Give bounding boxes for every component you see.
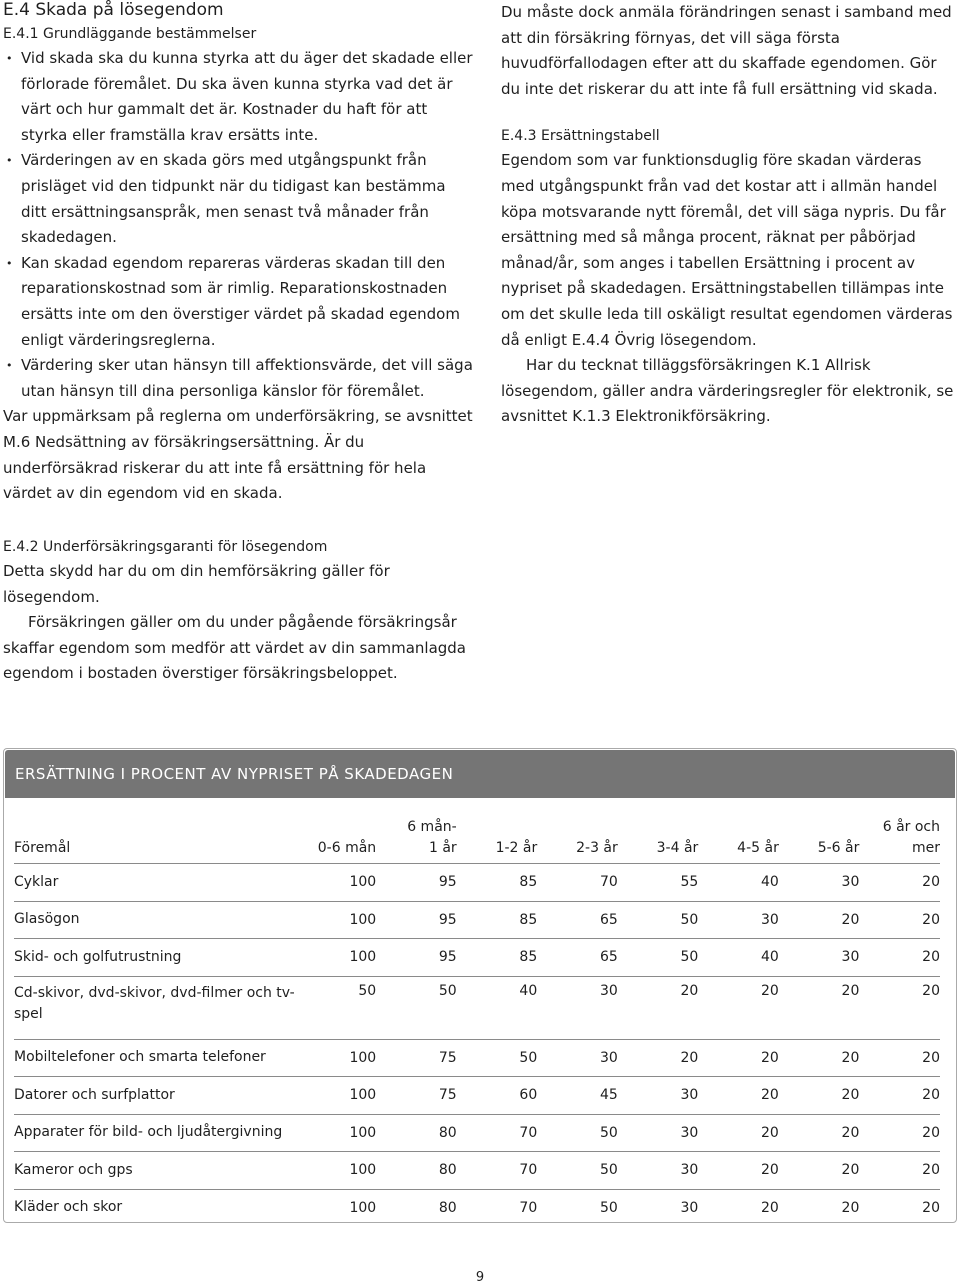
percent-cell: 100 [299,1189,376,1223]
table-row [14,1152,940,1190]
percent-cell: 75 [376,1077,457,1115]
table-row [14,1077,940,1115]
column-header-period: 0-6 mån [317,840,377,856]
column-header-item: Föremål [14,840,71,856]
table-row [14,1039,940,1077]
percent-cell: 70 [537,864,618,902]
item-name-cell: Cyklar [14,864,299,902]
table-row [14,1114,940,1152]
percent-cell: 40 [457,976,538,1039]
list-item: • Vid skada ska du kunna styrka att du äger det skadade eller förlorade föremålet. Du ska även kunna styrka vad det är värt och hur gammalt det är. Kostnader du haft för att styrka eller framställa krav ersätts inte. [3,46,473,148]
percent-cell: 20 [859,864,940,902]
column-header-period: 1-2 år [495,840,538,856]
subsection-title-underforsakring: E.4.2 Underförsäkringsgaranti för lösegendom [3,539,328,555]
item-name-cell: Datorer och surfplattor [14,1077,299,1115]
percent-cell: 50 [537,1189,618,1223]
percent-cell: 20 [698,1114,779,1152]
percent-cell: 100 [299,939,376,977]
percent-cell: 20 [859,1189,940,1223]
percent-cell: 20 [698,976,779,1039]
percent-cell: 20 [698,1189,779,1223]
paragraph-valuation: Egendom som var funktionsduglig före skadan värderas med utgångspunkt från vad det kostar att i allmän handel köpa motsvarande nytt föremål, det vill säga nypris. Du får ersättning med så många procent, räknat per påbörjad månad/år, som anges i tabellen Ersättning i procent av nypriset på skadedagen. Ersättningstabellen tillämpas inte om det skulle leda till oskäligt resultat egendomen värderas då enligt E.4.4 Övrig lösegendom. [501,151,953,349]
table-row [14,1189,940,1223]
percent-cell: 20 [618,1039,699,1077]
percent-cell: 40 [698,864,779,902]
percent-cell: 50 [457,1039,538,1077]
percent-cell: 80 [376,1152,457,1190]
percent-cell: 20 [618,976,699,1039]
percent-cell: 20 [698,1077,779,1115]
percent-cell: 100 [299,1152,376,1190]
percent-cell: 20 [859,1039,940,1077]
compensation-grid [14,817,940,1223]
percent-cell: 30 [618,1114,699,1152]
percent-cell: 30 [779,864,860,902]
table-row [14,864,940,902]
percent-cell: 50 [537,1152,618,1190]
item-name-cell: Skid- och golfutrustning [14,939,299,977]
underinsurance-note: Var uppmärksam på reglerna om underförsäkring, se avsnittet M.6 Nedsättning av försäkringsersättning. Är du underförsäkrad riskerar du att inte få ersättning för hela värdet av din egendom vid en skada. [3,407,473,503]
percent-cell: 20 [859,976,940,1039]
table-row [14,939,940,977]
left-column [3,0,473,507]
percent-cell: 60 [457,1077,538,1115]
percent-cell: 20 [779,901,860,939]
percent-cell: 95 [376,901,457,939]
percent-cell: 30 [618,1189,699,1223]
subsection-title-ersattningstabell: E.4.3 Ersättningstabell [501,128,660,145]
percent-cell: 20 [698,1152,779,1190]
table-header-row [14,817,940,864]
percent-cell: 85 [457,901,538,939]
percent-cell: 100 [299,1039,376,1077]
percent-cell: 20 [779,976,860,1039]
percent-cell: 30 [618,1077,699,1115]
percent-cell: 20 [779,1152,860,1190]
item-name-cell: Cd-skivor, dvd-skivor, dvd-filmer och tv-spel [14,976,299,1039]
percent-cell: 20 [779,1077,860,1115]
column-header-period: 6 år och mer [882,819,940,856]
percent-cell: 20 [859,1077,940,1115]
table-body [14,864,940,1224]
column-header-period: 2-3 år [576,840,618,856]
percent-cell: 55 [618,864,699,902]
percent-cell: 50 [537,1114,618,1152]
percent-cell: 50 [618,939,699,977]
underinsurance-guarantee-section [3,537,473,687]
percent-cell: 75 [376,1039,457,1077]
percent-cell: 20 [859,1114,940,1152]
section-title: E.4 Skada på lösegendom [3,0,224,20]
item-name-cell: Glasögon [14,901,299,939]
percent-cell: 20 [698,1039,779,1077]
percent-cell: 80 [376,1114,457,1152]
percent-cell: 50 [299,976,376,1039]
list-item: • Värderingen av en skada görs med utgångspunkt från prisläget vid den tidpunkt när du tidigast kan bestämma ditt ersättningsanspråk, men senast två månader från skadedagen. [3,148,473,250]
page-number: 9 [475,1270,485,1285]
percent-cell: 30 [537,1039,618,1077]
percent-cell: 65 [537,901,618,939]
table-row [14,901,940,939]
item-name-cell: Kläder och skor [14,1189,299,1223]
list-item: • Kan skadad egendom repareras värderas skadan till den reparationskostnad som är rimlig. Reparationskostnaden ersätts inte om den överstiger värdet på skadad egendom enligt värderingsreglerna. [3,251,473,353]
percent-cell: 85 [457,939,538,977]
percent-cell: 30 [779,939,860,977]
column-header-period: 3-4 år [656,840,699,856]
percent-cell: 95 [376,939,457,977]
percent-cell: 45 [537,1077,618,1115]
percent-cell: 100 [299,901,376,939]
percent-cell: 100 [299,1114,376,1152]
percent-cell: 100 [299,864,376,902]
list-item: • Värdering sker utan hänsyn till affektionsvärde, det vill säga utan hänsyn till dina personliga känslor för föremålet. [3,353,473,404]
percent-cell: 95 [376,864,457,902]
rules-list [3,46,473,404]
item-name-cell: Mobiltelefoner och smarta telefoner [14,1039,299,1077]
table-row [14,976,940,1039]
paragraph-allrisk: Har du tecknat tilläggsförsäkringen K.1 Allrisk lösegendom, gäller andra värderingsregler för elektronik, se avsnittet K.1.3 Elektronikförsäkring. [501,356,954,426]
percent-cell: 30 [537,976,618,1039]
percent-cell: 20 [859,901,940,939]
column-header-period: 4-5 år [737,840,779,856]
paragraph-scope: Detta skydd har du om din hemförsäkring gäller för lösegendom. [3,562,390,606]
percent-cell: 20 [779,1189,860,1223]
item-name-cell: Kameror och gps [14,1152,299,1190]
percent-cell: 65 [537,939,618,977]
subsection-title-grundlaggande: E.4.1 Grundläggande bestämmelser [3,26,257,42]
percent-cell: 40 [698,939,779,977]
percent-cell: 70 [457,1189,538,1223]
item-name-cell: Apparater för bild- och ljudåtergivning [14,1114,299,1152]
column-header-period: 6 mån- 1 år [407,819,457,856]
paragraph-coverage: Försäkringen gäller om du under pågående försäkringsår skaffar egendom som medför att värdet av din sammanlagda egendom i bostaden överstiger försäkringsbeloppet. [3,613,467,683]
paragraph-change-notice: Du måste dock anmäla förändringen senast i samband med att din försäkring förnyas, det vill säga första huvudförfallodagen efter att du skaffade egendomen. Gör du inte det riskerar du att inte få full ersättning vid skada. [501,3,952,98]
percent-cell: 80 [376,1189,457,1223]
column-header-period: 5-6 år [817,840,860,856]
percent-cell: 30 [618,1152,699,1190]
percent-cell: 70 [457,1114,538,1152]
right-column [501,0,956,430]
percent-cell: 50 [376,976,457,1039]
percent-cell: 20 [859,939,940,977]
percent-cell: 20 [779,1114,860,1152]
percent-cell: 70 [457,1152,538,1190]
percent-cell: 20 [779,1039,860,1077]
percent-cell: 50 [618,901,699,939]
compensation-table [3,748,957,1223]
percent-cell: 100 [299,1077,376,1115]
percent-cell: 20 [859,1152,940,1190]
percent-cell: 85 [457,864,538,902]
percent-cell: 30 [698,901,779,939]
table-title: ERSÄTTNING I PROCENT AV NYPRISET PÅ SKADEDAGEN [5,750,955,798]
